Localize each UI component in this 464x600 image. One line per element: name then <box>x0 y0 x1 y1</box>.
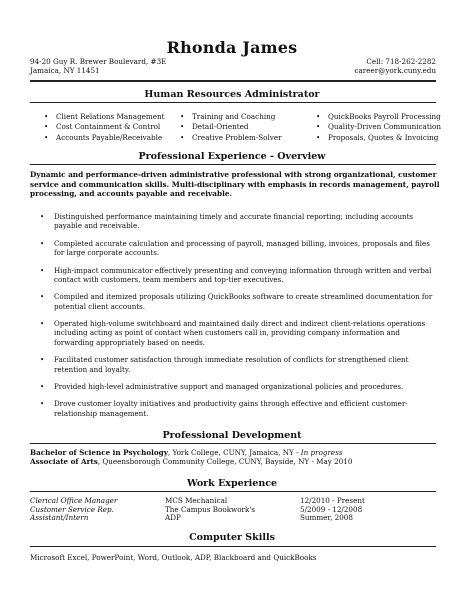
skill-item: • Client Relations Management <box>44 112 165 122</box>
skill-item: • Cost Containment & Control <box>44 122 165 132</box>
computer-skills-text: Microsoft Excel, PowerPoint, Word, Outlook, ADP, Blackboard and QuickBooks <box>30 553 317 562</box>
summary-paragraph: Dynamic and performance-driven administrative professional with strong organizational, customer service and communication skills. Multi-disciplinary with emphasis in records management, payroll processing, and accounts payable and receivable. <box>30 170 440 199</box>
skill-item: • Quality-Driven Communication <box>316 122 441 132</box>
address-block <box>30 57 166 75</box>
email-address: career@york.cuny.edu <box>354 66 436 75</box>
work-companies <box>165 497 255 523</box>
work-divider <box>30 491 436 492</box>
development-divider <box>30 443 436 444</box>
experience-bullet: • Drove customer loyalty initiatives and productivity gains through effective and efficient customer-relationship management. <box>40 399 438 418</box>
phone-number: Cell: 718-262-2282 <box>366 57 436 66</box>
skill-item: • Proposals, Quotes & Invoicing <box>316 133 441 143</box>
title-divider <box>30 102 436 103</box>
experience-bullet: • Compiled and itemized proposals utilizing QuickBooks software to create streamlined documentation for potential client accounts. <box>40 292 438 311</box>
experience-divider <box>30 164 436 165</box>
candidate-name: Rhonda James <box>166 38 298 57</box>
degree-details: , York College, CUNY, Jamaica, NY - <box>167 448 301 457</box>
skill-item: • QuickBooks Payroll Processing <box>316 112 441 122</box>
company-name: MCS Mechanical <box>165 496 228 505</box>
experience-bullet: • Distinguished performance maintaining timely and accurate financial reporting; including accounts payable and receivable. <box>40 212 438 231</box>
skill-item: • Training and Coaching <box>180 112 282 122</box>
job-title: Customer Service Rep. <box>30 504 114 514</box>
experience-bullet: • Facilitated customer satisfaction through immediate resolution of conflicts for strengthened client retention and loyalty. <box>40 355 438 374</box>
computer-divider <box>30 546 436 547</box>
education-entry <box>30 458 440 467</box>
job-dates: Summer, 2008 <box>300 513 353 523</box>
skills-column-2 <box>180 112 282 143</box>
experience-bullet: • Provided high-level administrative support and managed organizational policies and procedures. <box>40 382 438 391</box>
job-dates: 12/2010 - Present <box>300 496 365 505</box>
contact-block <box>355 57 437 75</box>
job-title: Clerical Office Manager <box>30 496 118 505</box>
job-dates: 5/2009 - 12/2008 <box>300 504 363 514</box>
work-titles <box>30 497 117 523</box>
development-heading: Professional Development <box>162 430 302 441</box>
skill-item: • Detail-Oriented <box>180 122 282 132</box>
address-line-1: 94-20 Guy R. Brewer Boulevard, #3E <box>30 57 167 66</box>
work-dates <box>300 497 365 523</box>
address-line-2: Jamaica, NY 11451 <box>30 66 100 75</box>
computer-heading: Computer Skills <box>189 532 275 543</box>
education-block <box>30 449 440 467</box>
skill-item: • Accounts Payable/Receivable <box>44 133 165 143</box>
company-name: The Campus Bookwork's <box>165 504 255 514</box>
skills-column-3 <box>316 112 441 143</box>
experience-bullet: • Completed accurate calculation and processing of payroll, managed billing, invoices, proposals and files for large corporate accounts. <box>40 239 438 258</box>
degree-status: In progress <box>300 448 343 457</box>
degree-details: , Queensborough Community College, CUNY, Bayside, NY - May 2010 <box>97 456 353 466</box>
work-heading: Work Experience <box>186 478 278 489</box>
experience-bullets <box>40 212 438 426</box>
experience-bullet: • High-impact communicator effectively presenting and conveying information through written and verbal contact with customers, team members and top-tier executives. <box>40 266 438 285</box>
degree-name: Associate of Arts <box>30 456 98 466</box>
experience-heading: Professional Experience - Overview <box>138 151 326 162</box>
skill-item: • Creative Problem-Solver <box>180 133 282 143</box>
title-heading: Human Resources Administrator <box>144 89 320 100</box>
degree-name: Bachelor of Science in Psychology <box>30 448 168 457</box>
job-title: Assistant/Intern <box>30 513 89 523</box>
header-divider <box>30 80 436 82</box>
company-name: ADP <box>165 513 181 523</box>
experience-bullet: • Operated high-volume switchboard and maintained daily direct and indirect client-relations operations including acting as point of contact when customers call in, providing company information and forwarding appropriately based on needs. <box>40 319 438 347</box>
skills-column-1 <box>44 112 165 143</box>
